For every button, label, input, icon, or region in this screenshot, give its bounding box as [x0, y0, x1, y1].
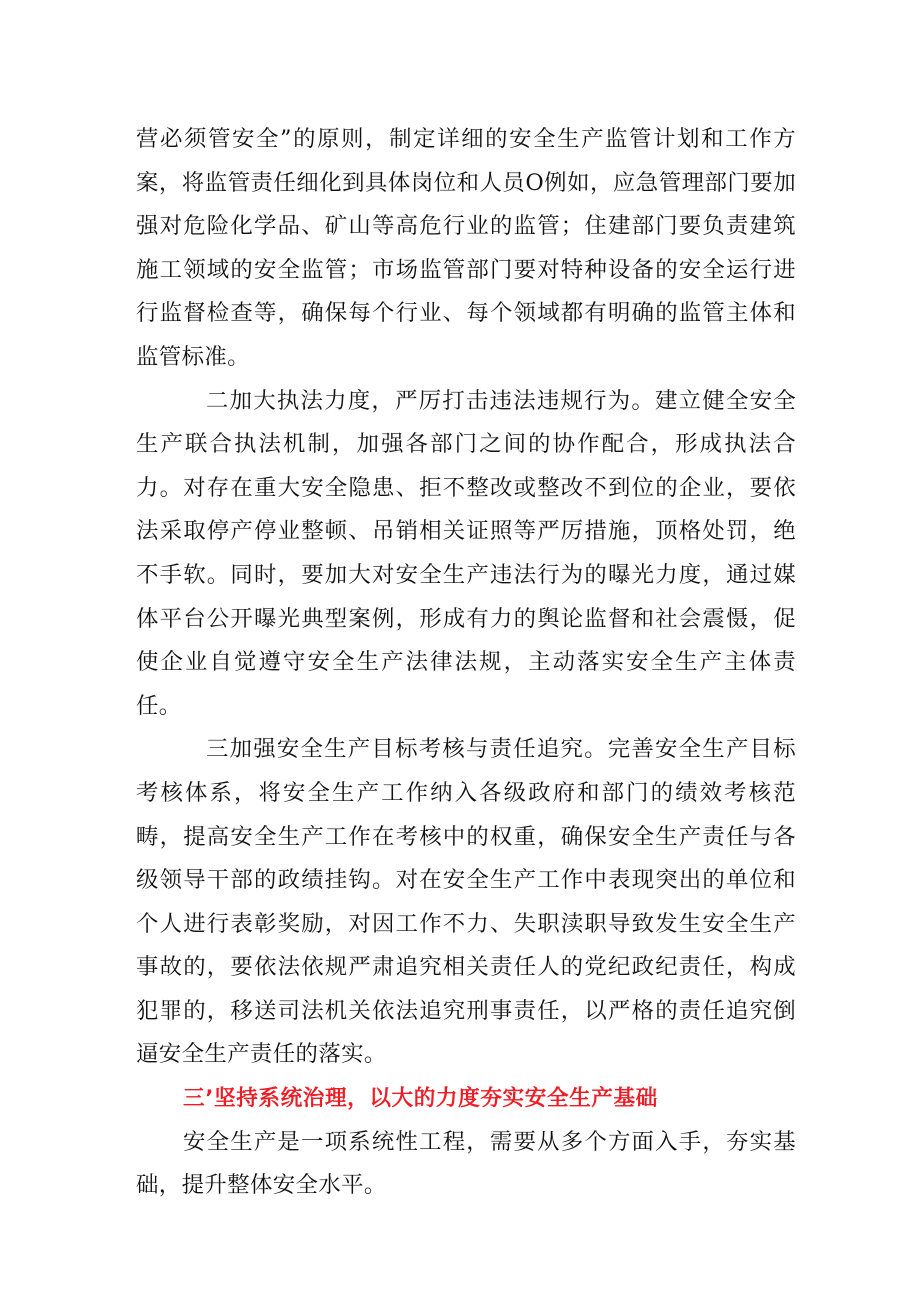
paragraph-supervision-duties: 营必须管安全”的原则，制定详细的安全生产监管计划和工作方案，将监管责任细化到具体岗位和人员O例如，应急管理部门要加强对危险化学品、矿山等高危行业的监管；住建部门要负责建筑施工领域的安全监管；市场监管部门要对特种设备的安全运行进行监督检查等，确保每个行业、每个领域都有明确的监管主体和监管标准。 [136, 126, 796, 370]
paragraph-systematic-governance: 安全生产是一项系统性工程，需要从多个方面入手，夯实基础，提升整体安全水平。 [136, 1128, 796, 1199]
section-heading: 三’坚持系统治理，以大的力度夯实安全生产基础 [183, 1086, 658, 1112]
document-body [136, 118, 796, 1208]
paragraph-law-enforcement: 二加大执法力度，严厉打击违法违规行为。建立健全安全生产联合执法机制，加强各部门之间的协作配合，形成执法合力。对存在重大安全隐患、拒不整改或整改不到位的企业，要依法采取停产停业整顿、吊销相关证照等严厉措施，顶格处罚，绝不手软。同时，要加大对安全生产违法行为的曝光力度，通过媒体平台公开曝光典型案例，形成有力的舆论监督和社会震慑，促使企业自觉遵守安全生产法律法规，主动落实安全生产主体责任。 [136, 387, 796, 719]
paragraph-assessment-accountability: 三加强安全生产目标考核与责任追究。完善安全生产目标考核体系，将安全生产工作纳入各级政府和部门的绩效考核范畴，提高安全生产工作在考核中的权重，确保安全生产责任与各级领导干部的政绩挂钩。对在安全生产工作中表现突出的单位和个人进行表彰奖励，对因工作不力、失职渎职导致发生安全生产事故的，要依法依规严肃追究相关责任人的党纪政纪责任，构成犯罪的，移送司法机关依法追究刑事责任，以严格的责任追究倒逼安全生产责任的落实。 [136, 736, 796, 1068]
